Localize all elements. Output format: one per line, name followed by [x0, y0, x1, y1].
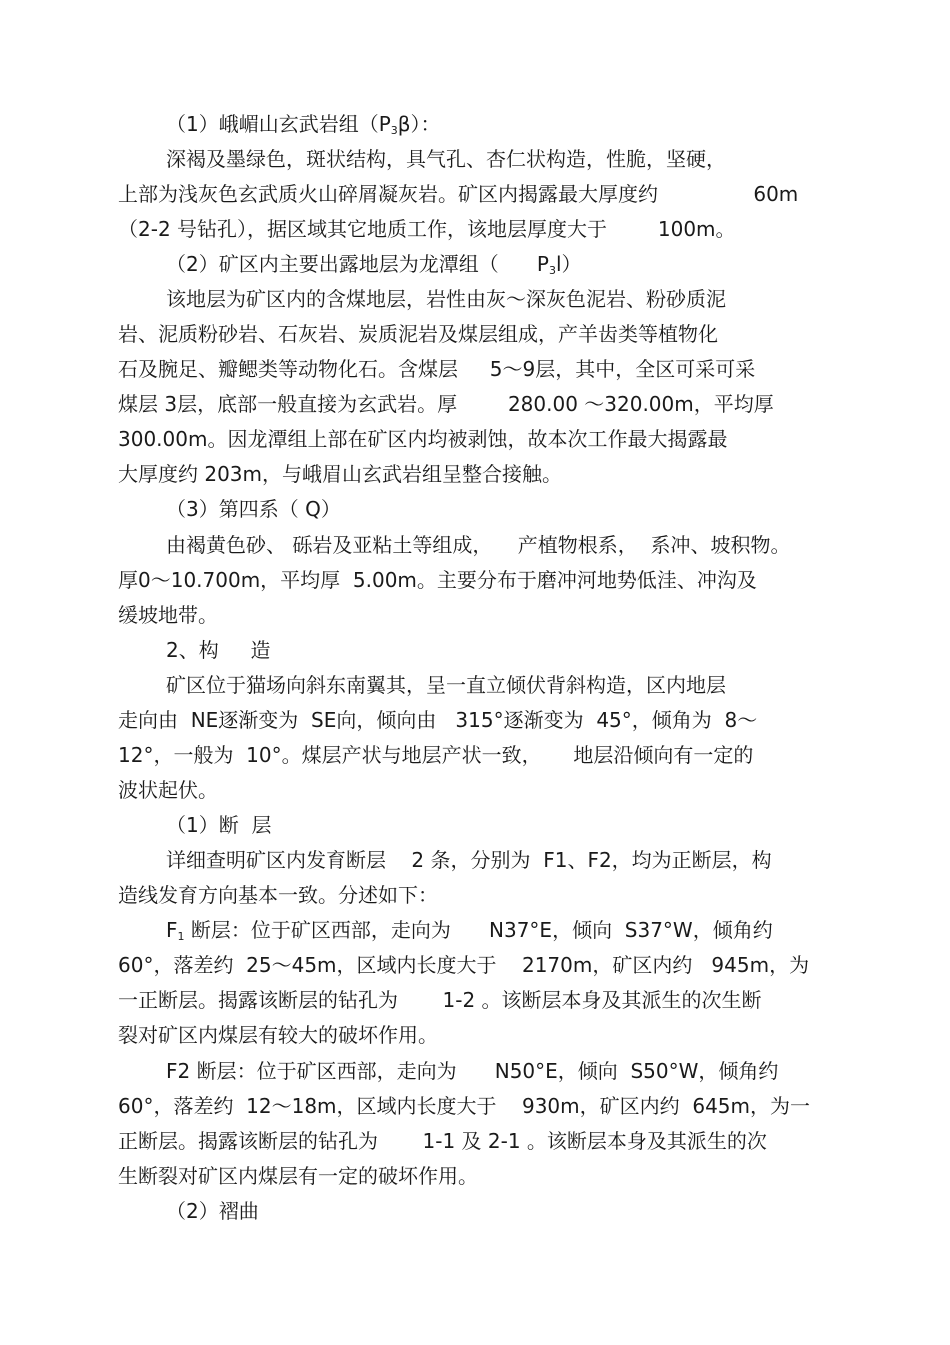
heading-structure: 2、构 造	[166, 638, 271, 662]
paragraph-line: 生断裂对矿区内煤层有一定的破坏作用。	[118, 1164, 478, 1188]
subscript: 3	[390, 124, 398, 137]
paragraph-line: F2 断层：位于矿区西部，走向为 N50°E，倾向 S50°W，倾角约	[166, 1059, 779, 1083]
paragraph-line: 一正断层。揭露该断层的钻孔为 1-2 。该断层本身及其派生的次生断	[118, 988, 762, 1012]
subscript: 3	[548, 264, 556, 277]
heading-emeishan-basalt-text: （1）峨嵋山玄武岩组（P	[166, 112, 391, 136]
heading-longtan-formation-tail: l）	[555, 252, 582, 276]
heading-longtan-formation	[166, 252, 582, 283]
paragraph-line: 厚0～10.700m，平均厚 5.00m。主要分布于磨冲河地势低洼、冲沟及	[118, 568, 757, 592]
paragraph-line: 详细查明矿区内发育断层 2 条，分别为 F1、F2，均为正断层，构	[166, 848, 772, 872]
subscript: 1	[177, 930, 185, 943]
paragraph-line: 由褐黄色砂、 砾岩及亚粘土等组成， 产植物根系， 系冲、坡积物。	[166, 533, 791, 557]
paragraph-line: 上部为浅灰色玄武质火山碎屑凝灰岩。矿区内揭露最大厚度约 60m	[118, 182, 799, 206]
heading-longtan-formation-text: （2）矿区内主要出露地层为龙潭组（ P	[166, 252, 549, 276]
paragraph-line: 大厚度约 203m，与峨眉山玄武岩组呈整合接触。	[118, 462, 563, 486]
heading-emeishan-basalt	[166, 112, 441, 143]
paragraph-line: 缓坡地带。	[118, 603, 218, 627]
paragraph-line: 裂对矿区内煤层有较大的破坏作用。	[118, 1023, 438, 1047]
paragraph-line: 深褐及墨绿色，斑状结构，具气孔、杏仁状构造，性脆，坚硬，	[166, 147, 726, 171]
heading-quaternary: （3）第四系（ Q）	[166, 497, 341, 521]
paragraph-line: 60°，落差约 25～45m，区域内长度大于 2170m，矿区内约 945m，为	[118, 953, 810, 977]
f1-label: F	[166, 918, 178, 942]
heading-emeishan-basalt-tail: β）：	[397, 112, 441, 136]
paragraph-line: 波状起伏。	[118, 778, 218, 802]
paragraph-line: 走向由 NE逐渐变为 SE向，倾向由 315°逐渐变为 45°，倾角为 8～	[118, 708, 758, 732]
paragraph-line: 60°，落差约 12～18m，区域内长度大于 930m，矿区内约 645m，为一	[118, 1094, 811, 1118]
paragraph-line: （2-2 号钻孔），据区域其它地质工作，该地层厚度大于 100m。	[118, 217, 736, 241]
paragraph-line: 该地层为矿区内的含煤地层，岩性由灰～深灰色泥岩、粉砂质泥	[166, 287, 726, 311]
f1-fault-text: 断层：位于矿区西部，走向为 N37°E，倾向 S37°W，倾角约	[184, 918, 773, 942]
paragraph-line: 正断层。揭露该断层的钻孔为 1-1 及 2-1 。该断层本身及其派生的次	[118, 1129, 767, 1153]
paragraph-line: 石及腕足、瓣鳃类等动物化石。含煤层 5～9层，其中，全区可采可采	[118, 357, 756, 381]
paragraph-line: 300.00m。因龙潭组上部在矿区内均被剥蚀，故本次工作最大揭露最	[118, 427, 728, 451]
f1-fault-line	[166, 918, 773, 949]
paragraph-line: 12°，一般为 10°。煤层产状与地层产状一致， 地层沿倾向有一定的	[118, 743, 754, 767]
paragraph-line: 煤层 3层，底部一般直接为玄武岩。厚 280.00 ～320.00m，平均厚	[118, 392, 774, 416]
heading-folds: （2）褶曲	[166, 1199, 259, 1223]
paragraph-line: 造线发育方向基本一致。分述如下：	[118, 883, 438, 907]
paragraph-line: 岩、泥质粉砂岩、石灰岩、炭质泥岩及煤层组成，产羊齿类等植物化	[118, 322, 718, 346]
heading-faults: （1）断 层	[166, 813, 272, 837]
paragraph-line: 矿区位于猫场向斜东南翼其，呈一直立倾伏背斜构造，区内地层	[166, 673, 726, 697]
